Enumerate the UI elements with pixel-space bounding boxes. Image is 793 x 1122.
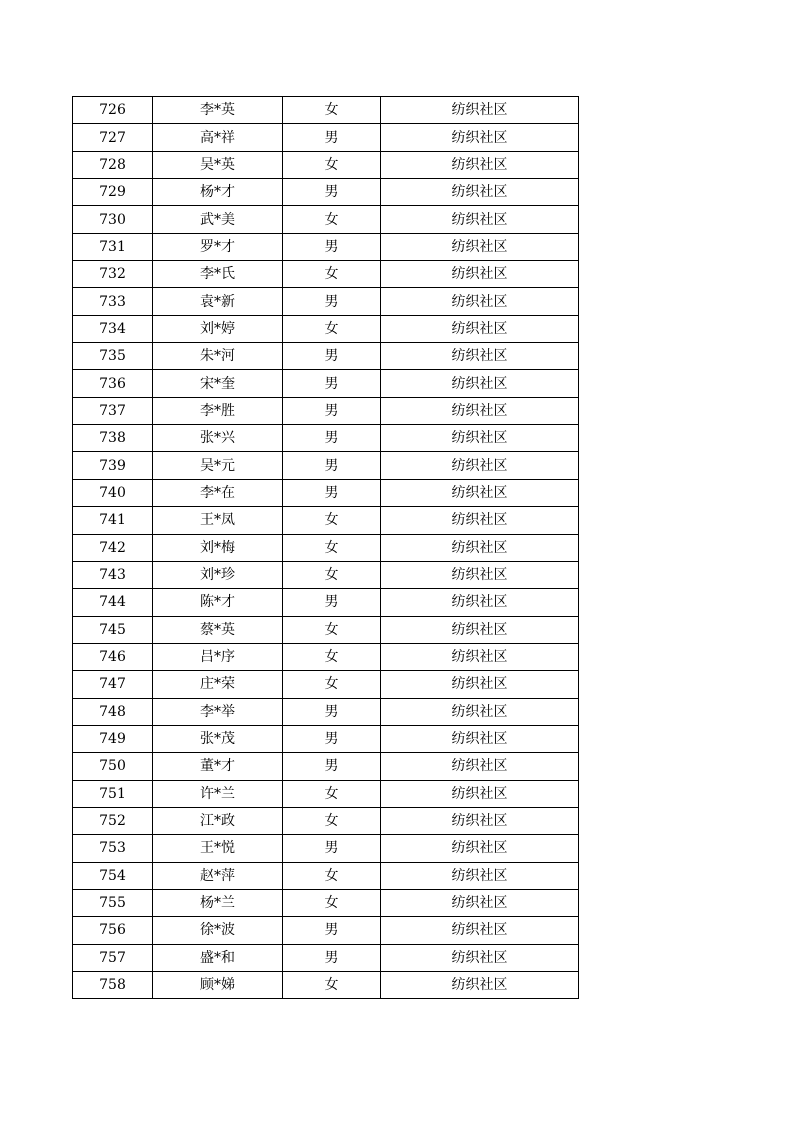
gender-cell: 女 — [283, 534, 381, 561]
table-row — [73, 206, 579, 233]
gender-cell: 女 — [283, 97, 381, 124]
table-row — [73, 753, 579, 780]
gender-cell: 男 — [283, 944, 381, 971]
row-number-cell: 727 — [73, 124, 153, 151]
table-row — [73, 917, 579, 944]
name-cell: 刘*珍 — [153, 561, 283, 588]
community-cell: 纺织社区 — [381, 179, 579, 206]
community-cell: 纺织社区 — [381, 835, 579, 862]
table-row — [73, 561, 579, 588]
gender-cell: 女 — [283, 643, 381, 670]
name-cell: 袁*新 — [153, 288, 283, 315]
gender-cell: 男 — [283, 589, 381, 616]
row-number-cell: 738 — [73, 425, 153, 452]
name-cell: 朱*河 — [153, 343, 283, 370]
table-row — [73, 725, 579, 752]
community-cell: 纺织社区 — [381, 616, 579, 643]
table-row — [73, 671, 579, 698]
name-cell: 赵*萍 — [153, 862, 283, 889]
roster-table — [72, 96, 579, 999]
row-number-cell: 740 — [73, 479, 153, 506]
name-cell: 庄*荣 — [153, 671, 283, 698]
gender-cell: 男 — [283, 753, 381, 780]
name-cell: 李*英 — [153, 97, 283, 124]
row-number-cell: 729 — [73, 179, 153, 206]
row-number-cell: 753 — [73, 835, 153, 862]
community-cell: 纺织社区 — [381, 370, 579, 397]
row-number-cell: 731 — [73, 233, 153, 260]
table-row — [73, 944, 579, 971]
table-row — [73, 698, 579, 725]
table-row — [73, 288, 579, 315]
gender-cell: 女 — [283, 972, 381, 999]
name-cell: 武*美 — [153, 206, 283, 233]
gender-cell: 男 — [283, 425, 381, 452]
name-cell: 王*凤 — [153, 507, 283, 534]
row-number-cell: 749 — [73, 725, 153, 752]
table-row — [73, 233, 579, 260]
row-number-cell: 741 — [73, 507, 153, 534]
row-number-cell: 751 — [73, 780, 153, 807]
table-row — [73, 780, 579, 807]
gender-cell: 女 — [283, 315, 381, 342]
row-number-cell: 732 — [73, 261, 153, 288]
table-row — [73, 151, 579, 178]
table-row — [73, 534, 579, 561]
gender-cell: 女 — [283, 206, 381, 233]
gender-cell: 男 — [283, 835, 381, 862]
table-row — [73, 972, 579, 999]
table-row — [73, 889, 579, 916]
gender-cell: 男 — [283, 452, 381, 479]
community-cell: 纺织社区 — [381, 479, 579, 506]
community-cell: 纺织社区 — [381, 507, 579, 534]
row-number-cell: 726 — [73, 97, 153, 124]
row-number-cell: 743 — [73, 561, 153, 588]
gender-cell: 男 — [283, 917, 381, 944]
community-cell: 纺织社区 — [381, 343, 579, 370]
table-row — [73, 261, 579, 288]
community-cell: 纺织社区 — [381, 124, 579, 151]
table-row — [73, 124, 579, 151]
gender-cell: 女 — [283, 671, 381, 698]
community-cell: 纺织社区 — [381, 753, 579, 780]
name-cell: 刘*婷 — [153, 315, 283, 342]
row-number-cell: 739 — [73, 452, 153, 479]
community-cell: 纺织社区 — [381, 944, 579, 971]
name-cell: 李*举 — [153, 698, 283, 725]
name-cell: 李*胜 — [153, 397, 283, 424]
community-cell: 纺织社区 — [381, 315, 579, 342]
community-cell: 纺织社区 — [381, 206, 579, 233]
name-cell: 李*氏 — [153, 261, 283, 288]
name-cell: 陈*才 — [153, 589, 283, 616]
table-row — [73, 452, 579, 479]
name-cell: 盛*和 — [153, 944, 283, 971]
row-number-cell: 730 — [73, 206, 153, 233]
name-cell: 王*悦 — [153, 835, 283, 862]
gender-cell: 男 — [283, 179, 381, 206]
name-cell: 宋*奎 — [153, 370, 283, 397]
table-row — [73, 589, 579, 616]
row-number-cell: 744 — [73, 589, 153, 616]
table-row — [73, 479, 579, 506]
community-cell: 纺织社区 — [381, 97, 579, 124]
community-cell: 纺织社区 — [381, 589, 579, 616]
gender-cell: 女 — [283, 807, 381, 834]
name-cell: 张*兴 — [153, 425, 283, 452]
row-number-cell: 733 — [73, 288, 153, 315]
gender-cell: 女 — [283, 151, 381, 178]
community-cell: 纺织社区 — [381, 452, 579, 479]
table-row — [73, 862, 579, 889]
table-row — [73, 370, 579, 397]
name-cell: 董*才 — [153, 753, 283, 780]
table-row — [73, 643, 579, 670]
gender-cell: 女 — [283, 261, 381, 288]
table-row — [73, 425, 579, 452]
row-number-cell: 735 — [73, 343, 153, 370]
gender-cell: 男 — [283, 370, 381, 397]
community-cell: 纺织社区 — [381, 233, 579, 260]
gender-cell: 女 — [283, 507, 381, 534]
name-cell: 江*政 — [153, 807, 283, 834]
row-number-cell: 748 — [73, 698, 153, 725]
name-cell: 许*兰 — [153, 780, 283, 807]
table-row — [73, 507, 579, 534]
gender-cell: 男 — [283, 233, 381, 260]
row-number-cell: 747 — [73, 671, 153, 698]
community-cell: 纺织社区 — [381, 862, 579, 889]
table-row — [73, 397, 579, 424]
gender-cell: 女 — [283, 780, 381, 807]
community-cell: 纺织社区 — [381, 889, 579, 916]
gender-cell: 女 — [283, 616, 381, 643]
gender-cell: 男 — [283, 479, 381, 506]
name-cell: 吕*序 — [153, 643, 283, 670]
name-cell: 吴*英 — [153, 151, 283, 178]
row-number-cell: 750 — [73, 753, 153, 780]
community-cell: 纺织社区 — [381, 780, 579, 807]
community-cell: 纺织社区 — [381, 671, 579, 698]
table-row — [73, 807, 579, 834]
row-number-cell: 734 — [73, 315, 153, 342]
name-cell: 吴*元 — [153, 452, 283, 479]
gender-cell: 男 — [283, 725, 381, 752]
table-row — [73, 315, 579, 342]
name-cell: 杨*兰 — [153, 889, 283, 916]
row-number-cell: 756 — [73, 917, 153, 944]
community-cell: 纺织社区 — [381, 561, 579, 588]
name-cell: 杨*才 — [153, 179, 283, 206]
community-cell: 纺织社区 — [381, 698, 579, 725]
table-row — [73, 343, 579, 370]
table-row — [73, 97, 579, 124]
name-cell: 李*在 — [153, 479, 283, 506]
row-number-cell: 746 — [73, 643, 153, 670]
table-row — [73, 835, 579, 862]
table-row — [73, 616, 579, 643]
community-cell: 纺织社区 — [381, 807, 579, 834]
community-cell: 纺织社区 — [381, 397, 579, 424]
gender-cell: 男 — [283, 343, 381, 370]
community-cell: 纺织社区 — [381, 725, 579, 752]
community-cell: 纺织社区 — [381, 151, 579, 178]
community-cell: 纺织社区 — [381, 288, 579, 315]
community-cell: 纺织社区 — [381, 917, 579, 944]
gender-cell: 女 — [283, 862, 381, 889]
row-number-cell: 757 — [73, 944, 153, 971]
row-number-cell: 737 — [73, 397, 153, 424]
name-cell: 徐*波 — [153, 917, 283, 944]
table-row — [73, 179, 579, 206]
name-cell: 罗*才 — [153, 233, 283, 260]
row-number-cell: 736 — [73, 370, 153, 397]
row-number-cell: 758 — [73, 972, 153, 999]
row-number-cell: 728 — [73, 151, 153, 178]
roster-table-body — [73, 97, 579, 999]
name-cell: 刘*梅 — [153, 534, 283, 561]
row-number-cell: 754 — [73, 862, 153, 889]
community-cell: 纺织社区 — [381, 643, 579, 670]
name-cell: 蔡*英 — [153, 616, 283, 643]
gender-cell: 男 — [283, 124, 381, 151]
gender-cell: 男 — [283, 288, 381, 315]
community-cell: 纺织社区 — [381, 261, 579, 288]
row-number-cell: 742 — [73, 534, 153, 561]
community-cell: 纺织社区 — [381, 425, 579, 452]
row-number-cell: 745 — [73, 616, 153, 643]
gender-cell: 女 — [283, 889, 381, 916]
community-cell: 纺织社区 — [381, 534, 579, 561]
row-number-cell: 755 — [73, 889, 153, 916]
gender-cell: 男 — [283, 397, 381, 424]
name-cell: 高*祥 — [153, 124, 283, 151]
name-cell: 顾*娣 — [153, 972, 283, 999]
community-cell: 纺织社区 — [381, 972, 579, 999]
gender-cell: 女 — [283, 561, 381, 588]
row-number-cell: 752 — [73, 807, 153, 834]
name-cell: 张*茂 — [153, 725, 283, 752]
gender-cell: 男 — [283, 698, 381, 725]
